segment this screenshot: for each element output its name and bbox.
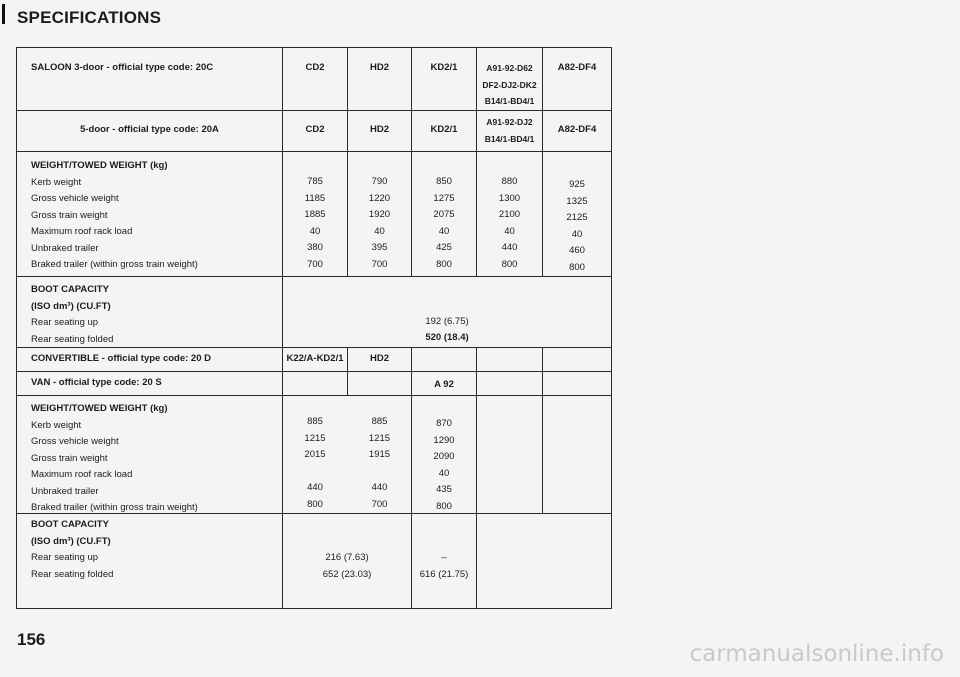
section-heading: WEIGHT/TOWED WEIGHT (kg) [31,160,168,171]
value-cell: 40 [374,225,385,237]
model-code: HD2 [369,62,389,73]
model-code-list [477,60,542,110]
weight-values-column [412,174,476,273]
model-code: A 92 [434,379,454,390]
value-cell: 1290 [433,434,455,446]
value-cell: 1920 [368,209,391,220]
van-boot-values [412,550,476,583]
value-cell: 40 [438,225,450,237]
weight-values-column [477,174,542,273]
value-cell: 1885 [304,209,326,220]
row-divider [17,395,611,396]
value-cell: 1185 [304,192,326,204]
model-code: A91-92-DJ2 [486,117,533,127]
model-code-list [477,114,542,147]
weight-values-column [283,414,347,513]
weight-values-column [348,174,411,273]
value-cell: 800 [436,500,452,512]
value-cell: 1300 [498,192,521,204]
value-cell: 880 [501,176,518,187]
value-cell: 395 [371,242,388,253]
section-subheading: (ISO dm³) (CU.FT) [31,300,111,312]
model-code: B14/1-BD4/1 [484,133,535,144]
value-cell: 1275 [433,192,455,204]
value-cell: 40 [309,225,321,237]
model-code: KD2/1 [430,62,458,73]
saloon-5door-label: 5-door - official type code: 20A [80,124,219,135]
row-label: Kerb weight [31,176,82,188]
specifications-table [16,47,612,609]
model-code: A82-DF4 [557,62,597,73]
page-number: 156 [17,630,46,649]
value-cell: 440 [501,242,518,253]
row-divider [17,371,611,372]
model-code: CD2 [305,62,325,73]
conv-boot-values [283,550,411,583]
row-divider [17,151,611,152]
conv-boot-labels [31,517,113,583]
value-cell: 40 [438,467,450,479]
col-divider [542,347,543,513]
value-cell: 460 [569,245,585,256]
value-cell: 1915 [368,449,391,460]
value-cell: 700 [307,258,323,270]
value-cell: 700 [371,498,388,510]
model-code: A91-92-D62 [486,63,533,73]
row-label: Unbraked trailer [31,242,99,254]
convertible-label: CONVERTIBLE - official type code: 20 D [31,353,211,364]
value-cell: 1325 [566,195,588,207]
value-cell: 2100 [498,209,521,220]
model-code: B14/1-BD4/1 [484,96,535,106]
weight-values-column [543,177,611,276]
value-cell: 440 [371,482,388,493]
value-cell: 40 [504,225,515,237]
value-cell: 800 [436,258,452,270]
boot-value: 652 (23.03) [322,568,372,580]
saloon-boot-labels [31,282,113,348]
page-title: SPECIFICATIONS [17,8,162,27]
model-code: KD2/1 [430,124,458,135]
weight-values-column [412,416,476,515]
value-cell: 1215 [368,432,391,444]
model-code: K22/A-KD2/1 [286,353,344,364]
value-cell: 785 [307,176,323,187]
row-label: Rear seating up [31,317,99,328]
saloon-3door-label: SALOON 3-door - official type code: 20C [31,62,214,73]
value-cell: 435 [436,484,452,495]
weight-values-column [283,174,347,273]
value-cell: 2090 [433,451,455,462]
value-cell: 925 [569,179,585,190]
saloon-weight-labels [31,158,198,274]
row-label: Kerb weight [31,419,82,431]
boot-value: 216 (7.63) [325,552,369,563]
value-cell: 885 [371,416,388,427]
row-label: Gross vehicle weight [31,193,119,204]
row-label: Braked trailer (within gross train weight) [31,259,198,270]
value-cell: 1220 [368,192,391,204]
model-code: A82-DF4 [557,124,597,135]
section-subheading: (ISO dm³) (CU.FT) [31,535,111,547]
row-label: Gross train weight [31,452,108,464]
value-cell: 800 [569,261,585,273]
col-divider [476,347,477,608]
value-cell: 800 [501,258,518,270]
value-cell: 40 [571,228,583,240]
boot-value: 520 (18.4) [425,332,469,343]
value-cell: 2015 [304,449,326,460]
van-label: VAN - official type code: 20 S [31,377,162,388]
value-cell [348,464,411,481]
value-cell: 870 [436,418,452,429]
value-cell: 1215 [304,432,326,444]
value-cell [283,464,347,481]
margin-bar [2,4,5,24]
boot-value: 192 (6.75) [425,316,469,327]
model-code: HD2 [369,124,389,135]
row-label: Rear seating folded [31,333,114,345]
weight-values-column [348,414,411,513]
boot-value: 616 (21.75) [419,568,469,580]
boot-value: – [441,552,447,563]
row-divider [17,110,611,111]
value-cell: 850 [436,176,452,187]
value-cell: 380 [307,242,323,253]
value-cell: 700 [371,258,388,270]
value-cell: 885 [307,416,323,427]
value-cell: 2125 [566,212,588,223]
section-heading: WEIGHT/TOWED WEIGHT (kg) [31,403,168,414]
value-cell: 440 [307,482,323,493]
model-code: DF2-DJ2-DK2 [482,79,537,90]
row-label: Gross train weight [31,209,108,221]
watermark: carmanualsonline.info [689,641,944,667]
section-heading: BOOT CAPACITY [31,519,109,530]
row-label: Maximum roof rack load [31,469,133,480]
row-divider [17,276,611,277]
row-label: Gross vehicle weight [31,436,119,447]
row-label: Braked trailer (within gross train weight) [31,502,198,513]
value-cell: 790 [371,176,388,187]
model-code: CD2 [305,124,325,135]
row-label: Rear seating folded [31,568,114,580]
value-cell: 800 [307,498,323,510]
row-label: Rear seating up [31,552,99,563]
model-code: HD2 [369,353,389,364]
section-heading: BOOT CAPACITY [31,284,109,295]
row-label: Maximum roof rack load [31,226,133,237]
value-cell: 2075 [433,209,455,220]
value-cell: 425 [436,242,452,253]
row-label: Unbraked trailer [31,485,99,497]
conv-weight-labels [31,401,198,517]
